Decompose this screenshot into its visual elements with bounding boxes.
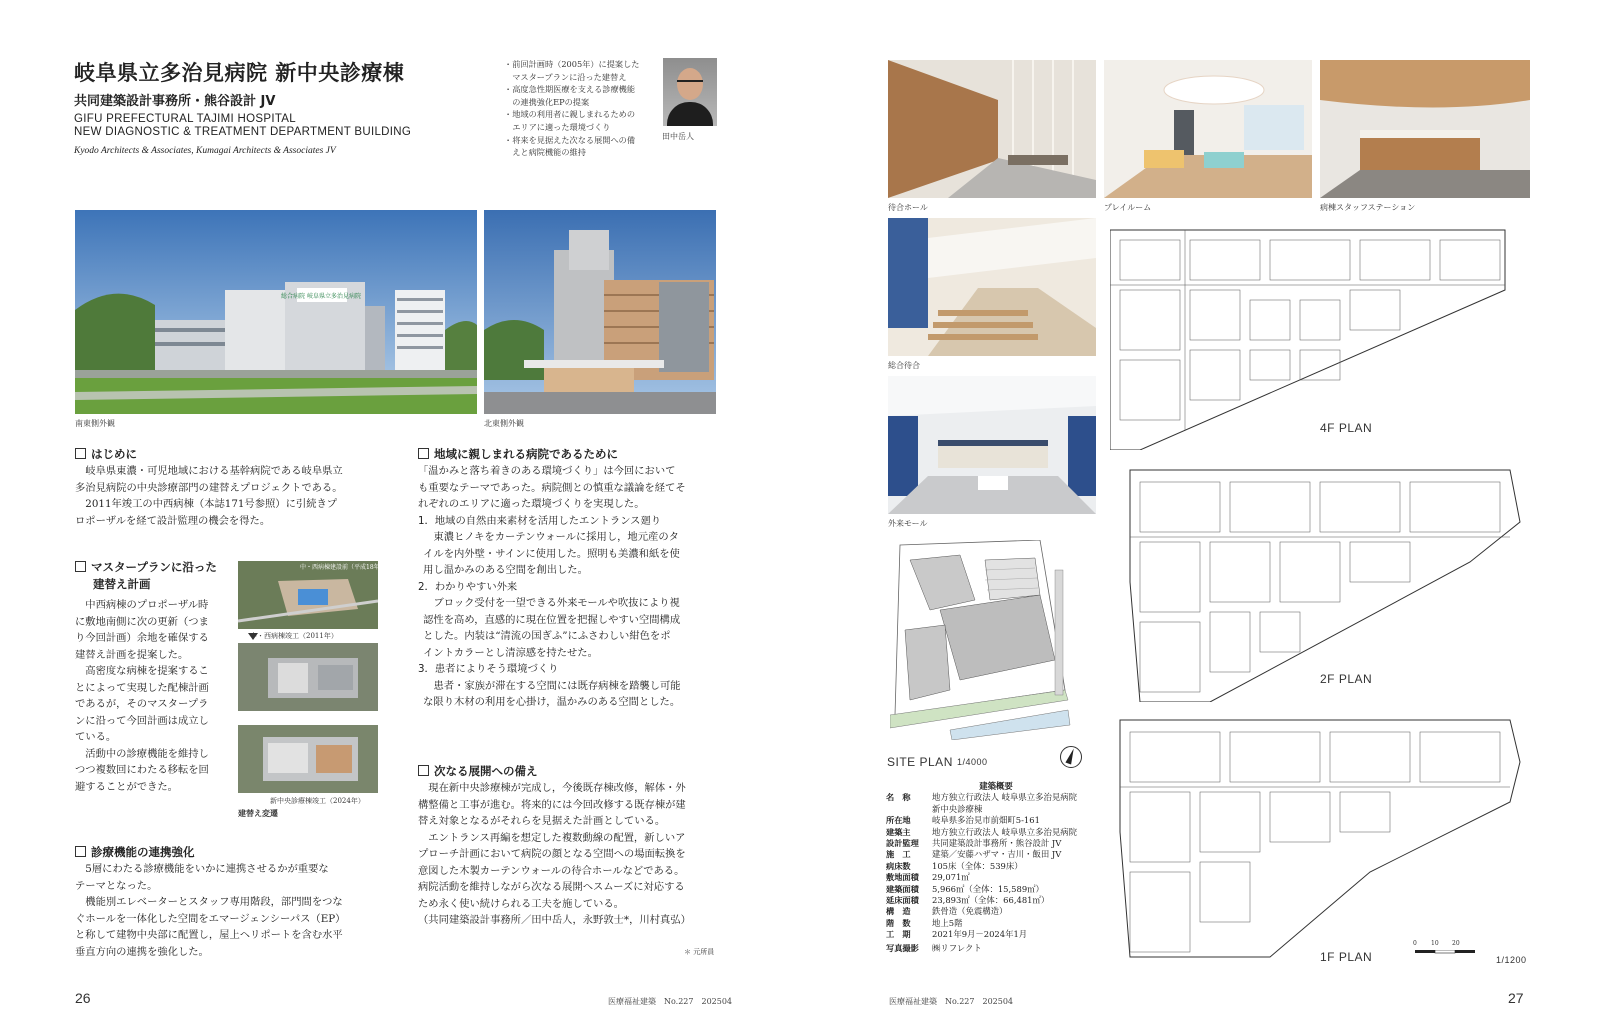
text-line: ンに沿って今回計画は成立し: [75, 714, 209, 727]
text-line: れぞれのエリアに適った環境づくりを実現した。: [418, 498, 645, 510]
caption-aerial-before: 中・西病棟建設前（平成18年当時）: [300, 564, 398, 571]
text-line: 構整備と工事が進む。将来的には今回改修する既存棟が建: [418, 798, 686, 811]
heading-next-phase: 次なる展開への備え: [418, 763, 538, 779]
text-line: （共同建築設計事務所／田中岳人，永野敦士*，川村真弘）: [418, 914, 691, 926]
spec-row: 建築面積 5,966㎡（全体：15,589㎡）: [886, 883, 1044, 894]
caption-playroom: プレイルーム: [1104, 203, 1152, 212]
text-line: つつ複数回にわたる移転を回: [75, 764, 209, 776]
text-line: プローチ計画において病院の顔となる空間への場面転換を: [418, 848, 686, 860]
text-line: 垂直方向の連携を強化した。: [75, 945, 209, 958]
text-line: 機能別エレベーターとスタッフ専用階段，部門間をつな: [85, 896, 343, 908]
design-point: ・高度急性期医療を支える診療機能: [504, 84, 636, 95]
photo-staff-station: [1320, 60, 1530, 198]
text-line: 患者・家族が滞在する空間には既存病棟を踏襲し可能: [433, 679, 681, 692]
design-point: マスタープランに沿った建替え: [504, 71, 627, 82]
caption-outpatient-mall: 外来モール: [888, 519, 928, 528]
text-line: と称して建物中央部に配置し，屋上ヘリポートを含む水平: [75, 929, 343, 941]
title-en: [74, 113, 411, 139]
spec-row: 写真撮影 ㈱リフレクト: [886, 942, 982, 953]
design-points: [504, 58, 664, 159]
scale-tick-20: 20: [1452, 940, 1460, 947]
caption-aerial-2024: 新中央診療棟竣工（2024年）: [270, 797, 365, 805]
text-line: 病院活動を維持しながら次なる展開へスムーズに対応する: [418, 881, 685, 893]
text-line: 5層にわたる診療機能をいかに連携させるかが重要な: [85, 863, 329, 875]
text-line: 岐阜県東濃・可児地域における基幹病院である岐阜県立: [85, 465, 343, 477]
floor-plan-4f-label: 4F PLAN: [1320, 421, 1373, 435]
text-line: 東濃ヒノキをカーテンウォールに採用し，地元産のタ: [433, 531, 679, 543]
spec-row: 構 造 鉄骨造（免震構造）: [886, 906, 1008, 917]
photo-playroom: [1104, 60, 1312, 198]
heading-master-plan: マスタープランに沿った 建替え計画: [75, 559, 217, 593]
text-line: 多治見病院の中央診療部門の建替えプロジェクトである。: [75, 481, 343, 494]
spec-row: 所在地 岐阜県多治見市前畑町5-161: [886, 815, 1040, 826]
text-line: とによって実現した配棟計画: [75, 681, 209, 694]
text-line: エントランス再編を想定した複数動線の配置，新しいア: [428, 831, 686, 844]
spec-row: 延床面積 23,893㎡（全体：66,481㎡）: [886, 895, 1050, 906]
caption-waiting-hall: 待合ホール: [888, 203, 928, 212]
scale-bar: [1415, 949, 1490, 955]
architect-portrait: [663, 58, 717, 126]
spec-row: 施 工 建築／安藤ハザマ・吉川・飯田 JV: [886, 849, 1062, 860]
north-arrow-icon: [1060, 746, 1082, 768]
subheading: 2．わかりやすい外来: [418, 580, 518, 593]
firm-name-en: Kyodo Architects & Associates, Kumagai Architects & Associates JV: [74, 146, 336, 156]
text-line: 用し温かみのある空間を創出した。: [423, 564, 588, 576]
text-line: 高密度な病棟を提案するこ: [85, 665, 209, 677]
spec-row: 階 数 地上5階: [886, 917, 963, 928]
text-next-phase: [418, 780, 691, 929]
caption-exterior-northeast: 北東側外観: [484, 419, 524, 428]
title-en-line-2: NEW DIAGNOSTIC & TREATMENT DEPARTMENT BUILDING: [74, 126, 412, 138]
caption-aerial-transition: 建替え変遷: [238, 808, 278, 818]
text-line: な限り木材の利用を心掛け，温かみのある空間とした。: [423, 696, 681, 708]
text-line: イントカラーとし清涼感を持たせた。: [423, 646, 598, 659]
text-line: ブロック受付を一望できる外来モールや吹抜により視: [433, 597, 680, 609]
photo-waiting-hall: [888, 60, 1096, 198]
text-line: テーマとなった。: [75, 879, 158, 892]
design-point: えと病院機能の維持: [504, 147, 586, 158]
floor-plan-scale: 1/1200: [1496, 955, 1527, 965]
journal-footer-left: 医療福祉建築 No.227 202504: [608, 997, 733, 1006]
scale-tick-0: 0: [1413, 940, 1417, 947]
text-line: ため永く使い続けられる工夫を施している。: [418, 897, 624, 910]
firm-name-ja: 共同建築設計事務所・熊谷設計 JV: [74, 94, 276, 109]
text-line: 「温かみと落ち着きのある環境づくり」は今回において: [418, 465, 676, 477]
text-line: 替え対象となるがそれらを見据えた計画としている。: [418, 815, 666, 827]
footnote: ＊ 元所員: [684, 948, 715, 956]
design-point: の連携強化EPの提案: [504, 96, 590, 107]
text-line: 建替え計画を提案した。: [75, 648, 189, 661]
page-title: 岐阜県立多治見病院 新中央診療棟: [74, 61, 405, 85]
site-plan-label: SITE PLAN: [887, 755, 953, 769]
text-line: ぐホールを一体化した空間をエマージェンシーパス（EP）: [75, 912, 346, 925]
heading-coordination: 診療機能の連携強化: [75, 844, 195, 860]
text-line: であるが，そのマスタープラ: [75, 698, 209, 710]
caption-exterior-southeast: 南東側外観: [75, 419, 115, 428]
page-number-left: 26: [75, 990, 91, 1006]
photo-exterior-southeast: [75, 210, 477, 414]
project-data-title: 建築概要: [979, 781, 1013, 791]
floor-plan-2f-label: 2F PLAN: [1320, 672, 1373, 686]
site-plan-scale: 1/4000: [957, 757, 988, 767]
architect-name: 田中岳人: [662, 132, 694, 141]
text-line: り今回計画）余地を確保する: [75, 632, 209, 644]
photo-outpatient-mall: [888, 376, 1096, 514]
text-line: 現在新中央診療棟が完成し，今後既存棟改修，解体・外: [428, 782, 686, 794]
text-line: とした。内装は“清流の国ぎふ”にふさわしい紺色をポ: [423, 630, 671, 642]
subheading: 3．患者によりそう環境づくり: [418, 663, 559, 675]
text-line: 活動中の診療機能を維持し: [85, 747, 209, 760]
floor-plan-1f: [1110, 712, 1530, 962]
design-point: エリアに適った環境づくり: [504, 121, 611, 132]
text-line: 避することができた。: [75, 780, 178, 793]
spec-row: 病床数 105床（全体：539床）: [886, 860, 1023, 871]
site-plan-drawing: [890, 540, 1090, 740]
page-number-right: 27: [1508, 990, 1524, 1006]
floor-plan-4f: [1110, 220, 1510, 450]
aerial-photo-2024: [238, 725, 378, 793]
design-point: ・地域の利用者に親しまれるための: [504, 109, 636, 120]
caption-staff-station: 病棟スタッフステーション: [1320, 203, 1416, 212]
floor-plan-2f: [1110, 462, 1530, 702]
heading-community: 地域に親しまれる病院であるために: [418, 446, 618, 462]
title-en-line-1: GIFU PREFECTURAL TAJIMI HOSPITAL: [74, 113, 296, 125]
spec-row: 新中央診療棟: [932, 803, 983, 814]
photo-exterior-northeast: [484, 210, 716, 414]
text-intro: [75, 463, 343, 529]
text-line: 認性を高め，直感的に現在位置を把握しやすい空間構成: [423, 613, 681, 626]
text-line: ている。: [75, 731, 117, 743]
design-point: ・前回計画時（2005年）に提案した: [504, 59, 640, 69]
arrow-down-icon: [248, 633, 258, 640]
building-sign: 総合病院 岐阜県立多治見病院: [281, 293, 361, 300]
journal-footer-right: 医療福祉建築 No.227 202504: [889, 997, 1014, 1006]
text-line: 意図した木製カーテンウォールの待合ホールなどである。: [418, 864, 685, 877]
aerial-photo-before: [238, 561, 378, 629]
scale-tick-10: 10: [1431, 940, 1439, 947]
subheading: 1．地域の自然由来素材を活用したエントランス廻り: [418, 514, 662, 527]
caption-general-waiting: 総合待合: [888, 361, 920, 370]
spec-row: 設計監理 共同建築設計事務所・熊谷設計 JV: [886, 838, 1062, 849]
floor-plan-1f-label: 1F PLAN: [1320, 950, 1373, 964]
text-line: 2011年竣工の中西病棟（本誌171号参照）に引続きプ: [85, 498, 338, 510]
spec-row: 建築主 地方独立行政法人 岐阜県立多治見病院: [886, 826, 1078, 837]
text-line: 中西病棟のプロポーザル時: [85, 599, 209, 611]
text-line: ロポーザルを経て設計監理の機会を得た。: [75, 514, 271, 527]
text-line: に敷地南側に次の更新（つま: [75, 615, 209, 628]
design-point: ・将来を見据えた次なる展開への備: [504, 134, 636, 145]
spec-row: 敷地面積 29,071㎡: [886, 872, 970, 883]
photo-general-waiting: [888, 218, 1096, 356]
text-coordination: [75, 861, 345, 960]
text-community: [418, 463, 686, 711]
text-master-plan: [75, 597, 209, 795]
project-data-table: [886, 781, 1106, 954]
spec-row: 工 期 2021年9月－2024年1月: [886, 929, 1028, 940]
text-line: イルを内外壁・サインに使用した。照明も美濃和紙を使: [423, 547, 680, 560]
caption-aerial-2011: 中・西病棟竣工（2011年）: [250, 632, 338, 640]
aerial-photo-2011: [238, 643, 378, 711]
spec-row: 名 称 地方独立行政法人 岐阜県立多治見病院: [886, 792, 1078, 803]
heading-intro: はじめに: [75, 446, 137, 462]
text-line: も重要なテーマであった。病院側との慎重な議論を経てそ: [418, 481, 686, 494]
